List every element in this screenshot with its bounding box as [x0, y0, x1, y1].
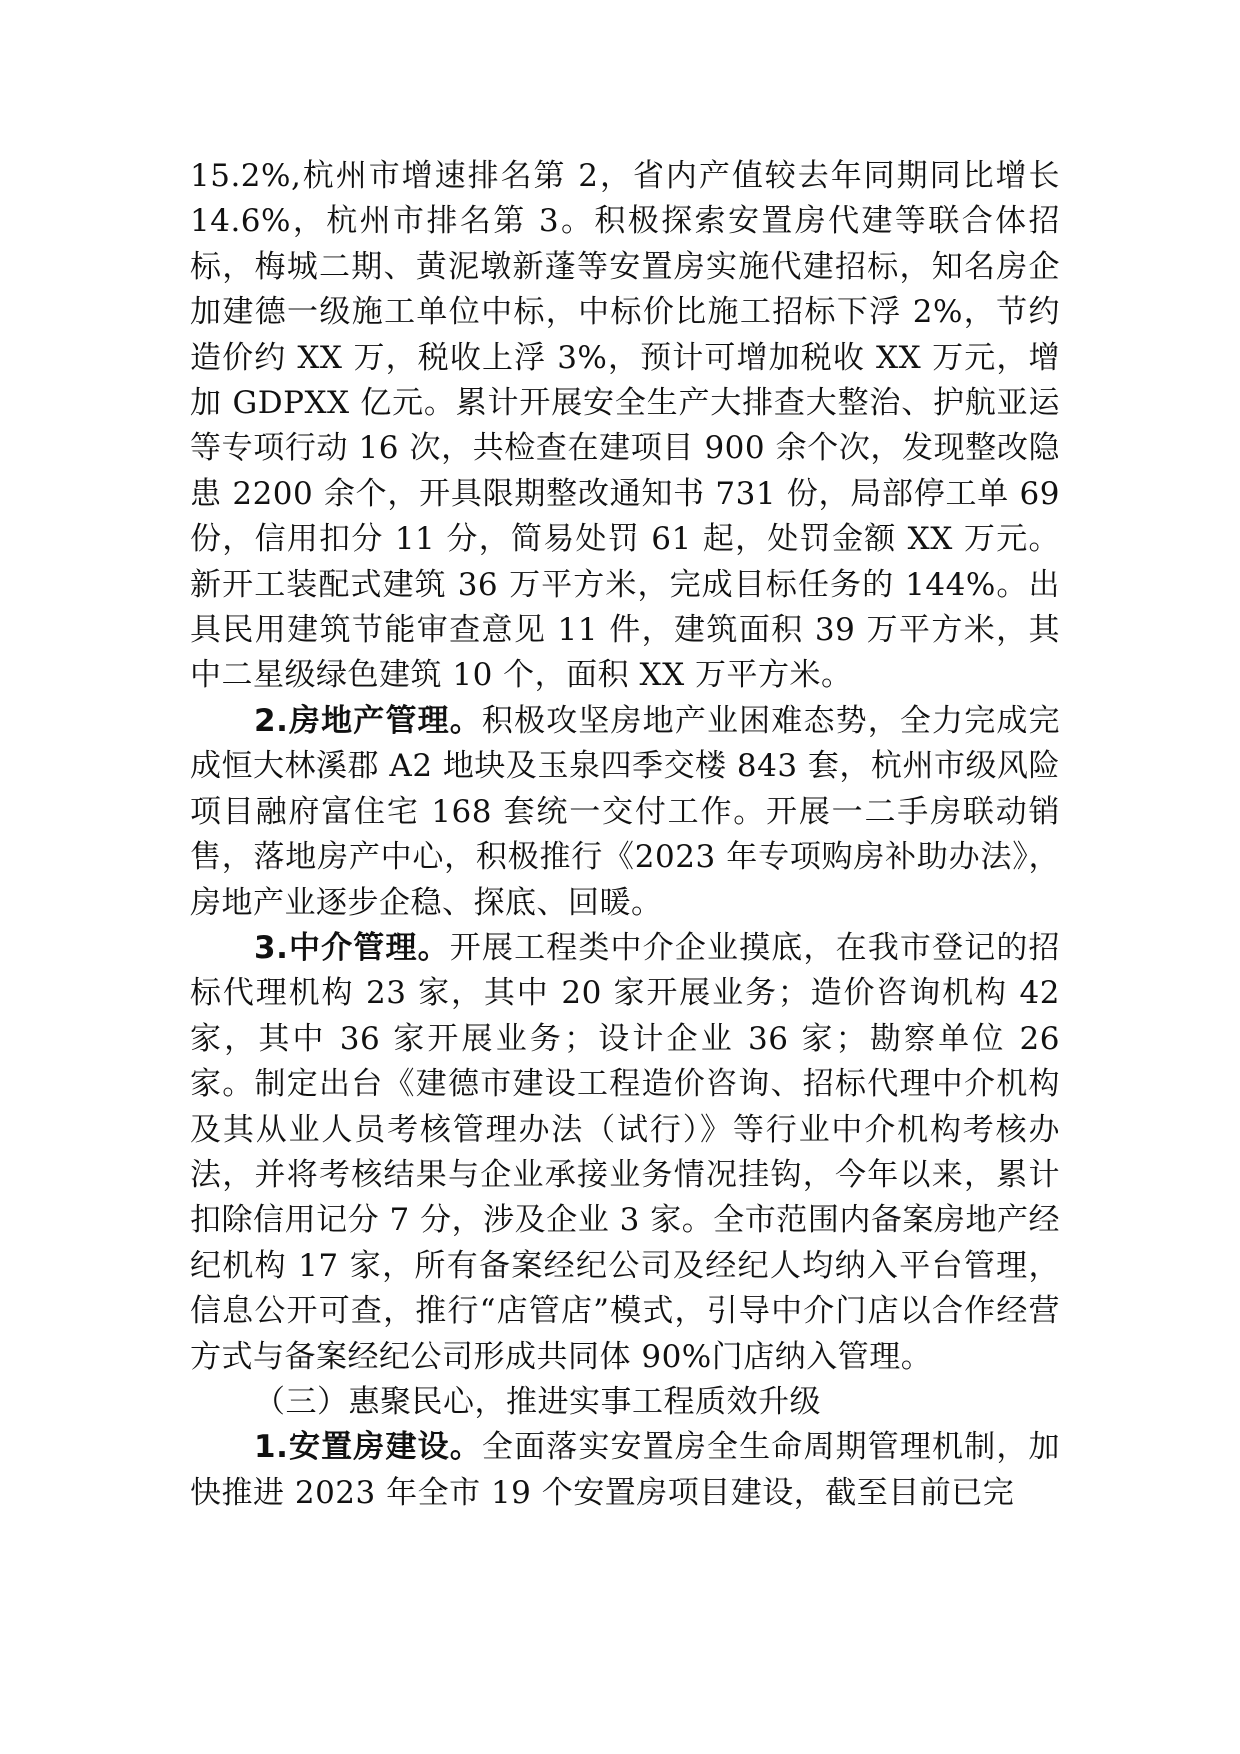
paragraph-resettlement-housing: [190, 1425, 1060, 1516]
section-heading-intermediary: 3.中介管理。: [254, 929, 450, 966]
paragraph-real-estate-management: [190, 699, 1060, 926]
paragraph-text: 全面落实安置房全生命周期管理机制，加快推进 2023 年全市 19 个安置房项目建设，截至目前已完: [190, 1429, 1060, 1511]
section-title-text: （三）惠聚民心，推进实事工程质效升级: [254, 1383, 821, 1420]
paragraph-text: 15.2%,杭州市增速排名第 2，省内产值较去年同期同比增长 14.6%，杭州市排名第 3。积极探索安置房代建等联合体招标，梅城二期、黄泥墩新蓬等安置房实施代建招标，知名房企加建德一级施工单位中标，中标价比施工招标下浮 2%，节约造价约 XX 万，税收上浮 3%，预计可增加税收 XX 万元，增加 GDPXX 亿元。累计开展安全生产大排查大整治、护航亚运等专项行动 16 次，共检查在建项目 900 余个次，发现整改隐患 2200 余个，开具限期整改通知书 731 份，局部停工单 69 份，信用扣分 11 分，简易处罚 61 起，处罚金额 XX 万元。新开工装配式建筑 36 万平方米，完成目标任务的 144%。出具民用建筑节能审查意见 11 件，建筑面积 39 万平方米，其中二星级绿色建筑 10 个，面积 XX 万平方米。: [190, 158, 1060, 694]
section-heading-resettlement: 1.安置房建设。: [254, 1429, 482, 1466]
paragraph-intermediary-management: [190, 926, 1060, 1380]
paragraph-text: 开展工程类中介企业摸底，在我市登记的招标代理机构 23 家，其中 20 家开展业务；造价咨询机构 42 家，其中 36 家开展业务；设计企业 36 家；勘察单位 26 家。制定出台《建德市建设工程造价咨询、招标代理中介机构及其从业人员考核管理办法（试行）》等行业中介机构考核办法，并将考核结果与企业承接业务情况挂钩，今年以来，累计扣除信用记分 7 分，涉及企业 3 家。全市范围内备案房地产经纪机构 17 家，所有备案经纪公司及经纪人均纳入平台管理，信息公开可查，推行“店管店”模式，引导中介门店以合作经营方式与备案经纪公司形成共同体 90%门店纳入管理。: [190, 929, 1060, 1375]
section-heading-real-estate: 2.房地产管理。: [254, 702, 482, 739]
paragraph-text: 积极攻坚房地产业困难态势，全力完成完成恒大林溪郡 A2 地块及玉泉四季交楼 843 套，杭州市级风险项目融府富住宅 168 套统一交付工作。开展一二手房联动销售，落地房产中心，积极推行《2023 年专项购房补助办法》，房地产业逐步企稳、探底、回暖。: [190, 702, 1060, 921]
document-body: [190, 154, 1060, 1516]
section-title-three: [190, 1380, 1060, 1425]
paragraph-construction-continuation: [190, 154, 1060, 699]
